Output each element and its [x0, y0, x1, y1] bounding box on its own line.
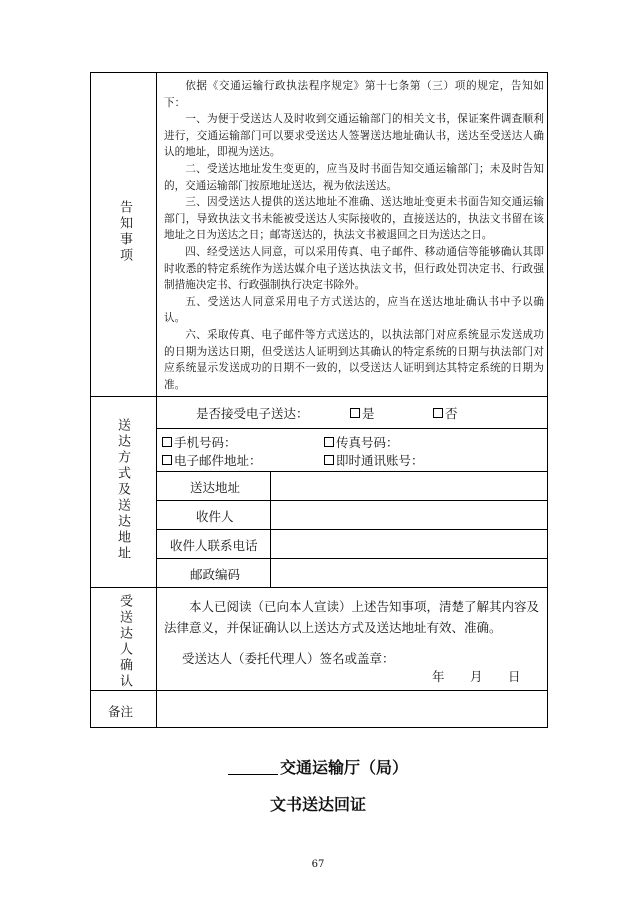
delivery-label: 送达方式及送达地址 — [115, 418, 130, 562]
im-checkbox[interactable] — [324, 455, 334, 465]
no-option[interactable]: 否 — [433, 404, 458, 422]
email-option[interactable]: 电子邮件地址： — [162, 451, 262, 469]
row-divider — [90, 690, 548, 691]
signature-label: 受送达人（委托代理人）签名或盖章： — [182, 651, 395, 666]
fax-checkbox[interactable] — [324, 437, 334, 447]
recipient-label: 收件人 — [196, 509, 234, 524]
email-checkbox[interactable] — [162, 455, 172, 465]
row-divider — [90, 396, 548, 397]
notice-paragraph: 五、受送达人同意采用电子方式送达的，应当在送达地址确认书中予以确认。 — [164, 295, 544, 325]
table-top-border — [90, 72, 548, 73]
date-year: 年 — [432, 669, 445, 684]
recipient-phone-label: 收件人联系电话 — [170, 538, 258, 553]
table-right-border — [547, 72, 548, 728]
department-blank[interactable] — [228, 760, 278, 775]
notice-paragraph: 依据《交通运输行政执法程序规定》第十七条第（三）项的规定，告知如下： — [164, 80, 544, 109]
im-option[interactable]: 即时通讯账号： — [324, 451, 424, 469]
phone-option[interactable]: 手机号码： — [162, 433, 237, 451]
row-divider — [156, 471, 548, 472]
date-month: 月 — [470, 669, 483, 684]
row-divider — [156, 500, 548, 501]
notice-paragraph: 一、为便于受送达人及时收到交通运输部门的相关文书，保证案件调查顺利进行，交通运输部门可以要求受送达人签署送达地址确认书，送达至受送达人确认的地址，即视为送达。 — [164, 113, 544, 159]
page-number: 67 — [311, 859, 325, 870]
address-subcolumn-divider — [270, 471, 271, 587]
no-checkbox[interactable] — [433, 408, 443, 418]
row-divider — [156, 529, 548, 530]
notice-text — [164, 78, 544, 393]
department-title: 交通运输厅（局） — [0, 755, 636, 778]
document-title: 文书送达回证 — [269, 795, 366, 814]
confirm-label: 受送达人确认 — [117, 594, 132, 690]
notice-paragraph: 三、因受送达人提供的送达地址不准确、送达地址变更未书面告知交通运输部门，导致执法文书未能被受送达人实际接收的，直接送达的，执法文书留在该地址之日为送达之日；邮寄送达的，执法文书被退回之日为送达之日。 — [164, 196, 544, 242]
row-divider — [156, 558, 548, 559]
phone-checkbox[interactable] — [162, 437, 172, 447]
notice-label: 告知事项 — [117, 200, 132, 264]
table-bottom-border — [90, 727, 548, 728]
confirm-statement: 本人已阅读（已向本人宣读）上述告知事项，清楚了解其内容及法律意义，并保证确认以上送达方式及送达地址有效、准确。 — [164, 599, 540, 635]
accept-electronic-question: 是否接受电子送达： — [196, 406, 309, 421]
remarks-label: 备注 — [108, 704, 134, 719]
notice-paragraph: 四、经受送达人同意，可以采用传真、电子邮件、移动通信等能够确认其即时收悉的特定系统作为送达媒介电子送达执法文书，但行政处罚决定书、行政强制措施决定书、行政强制执行决定书除外。 — [164, 245, 544, 292]
address-label: 送达地址 — [190, 480, 241, 495]
row-divider — [156, 428, 548, 429]
label-column-divider — [156, 72, 157, 728]
date-day: 日 — [508, 669, 521, 684]
fax-option[interactable]: 传真号码： — [324, 433, 399, 451]
yes-checkbox[interactable] — [350, 408, 360, 418]
yes-option[interactable]: 是 — [350, 404, 375, 422]
row-divider — [90, 587, 548, 588]
notice-paragraph: 二、受送达地址发生变更的，应当及时书面告知交通运输部门；未及时告知的，交通运输部门按原地址送达，视为依法送达。 — [164, 162, 544, 192]
notice-paragraph: 六、采取传真、电子邮件等方式送达的，以执法部门对应系统显示发送成功的日期为送达日期，但受送达人证明到达其确认的特定系统的日期与执法部门对应系统显示发送成功的日期不一致的，以受送达人证明到达其特定系统的日期为准。 — [164, 328, 544, 391]
postcode-label: 邮政编码 — [190, 567, 241, 582]
table-left-border — [90, 72, 91, 728]
